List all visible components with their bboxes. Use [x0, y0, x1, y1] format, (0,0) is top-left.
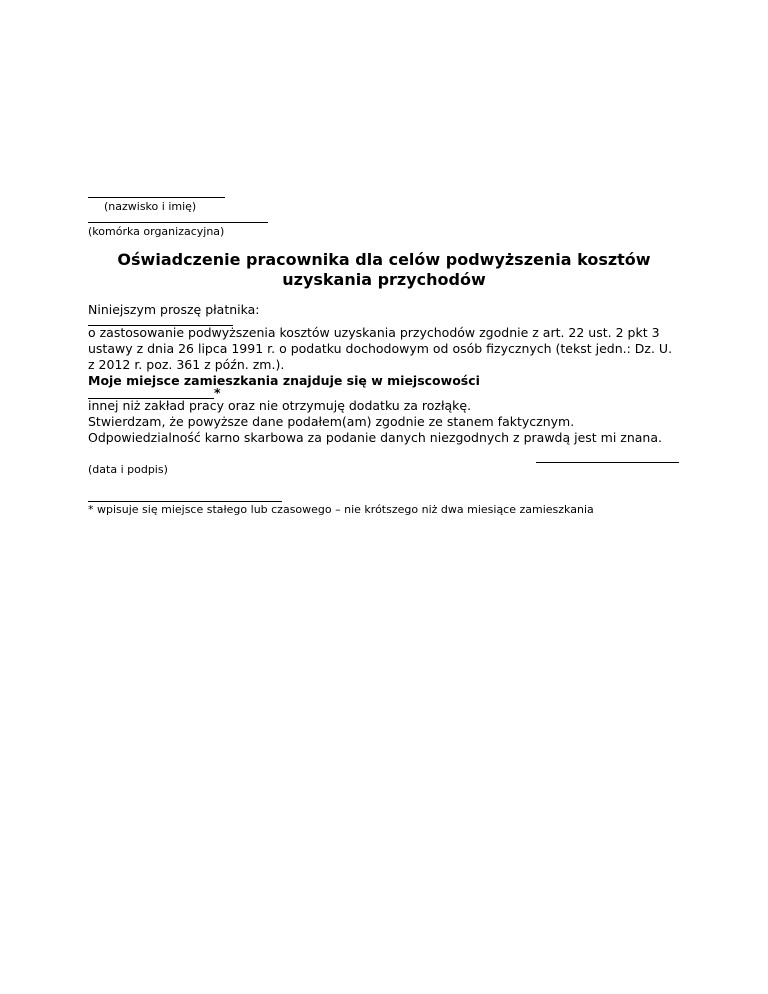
residence-asterisk: * [214, 385, 221, 400]
name-blank-line [88, 197, 225, 198]
title-line-2: uzyskania przychodów [282, 270, 486, 289]
unit-caption: (komórka organizacyjna) [88, 225, 225, 238]
statement-liability: Odpowiedzialność karno skarbowa za podanie danych niezgodnych z prawdą jest mi znana. [88, 430, 662, 445]
footnote-text: * wpisuje się miejsce stałego lub czasowego – nie krótszego niż dwa miesiące zamieszkania [88, 503, 594, 516]
name-caption: (nazwisko i imię) [104, 200, 197, 213]
unit-blank-line [88, 222, 268, 223]
residence-heading: Moje miejsce zamieszkania znajduje się w miejscowości [88, 373, 480, 388]
statement-data-accuracy: Stwierdzam, że powyższe dane podałem(am) zgodnie ze stanem faktycznym. [88, 414, 575, 429]
signature-caption: (data i podpis) [88, 463, 168, 476]
document-title [88, 250, 680, 290]
footnote-separator [88, 501, 282, 502]
intro-text: Niniejszym proszę płatnika: [88, 302, 260, 317]
statement-no-separation-allowance: innej niż zakład pracy oraz nie otrzymuję dodatku za rozłąkę. [88, 398, 472, 413]
signature-blank-line [536, 462, 679, 463]
title-line-1: Oświadczenie pracownika dla celów podwyższenia kosztów [117, 250, 651, 269]
request-paragraph: o zastosowanie podwyższenia kosztów uzyskania przychodów zgodnie z art. 22 ust. 2 pkt 3 ustawy z dnia 26 lipca 1991 r. o podatku dochodowym od osób fizycznych (tekst jedn.: Dz. U. z 2012 r. poz. 361 z późn. zm.). [88, 325, 673, 372]
